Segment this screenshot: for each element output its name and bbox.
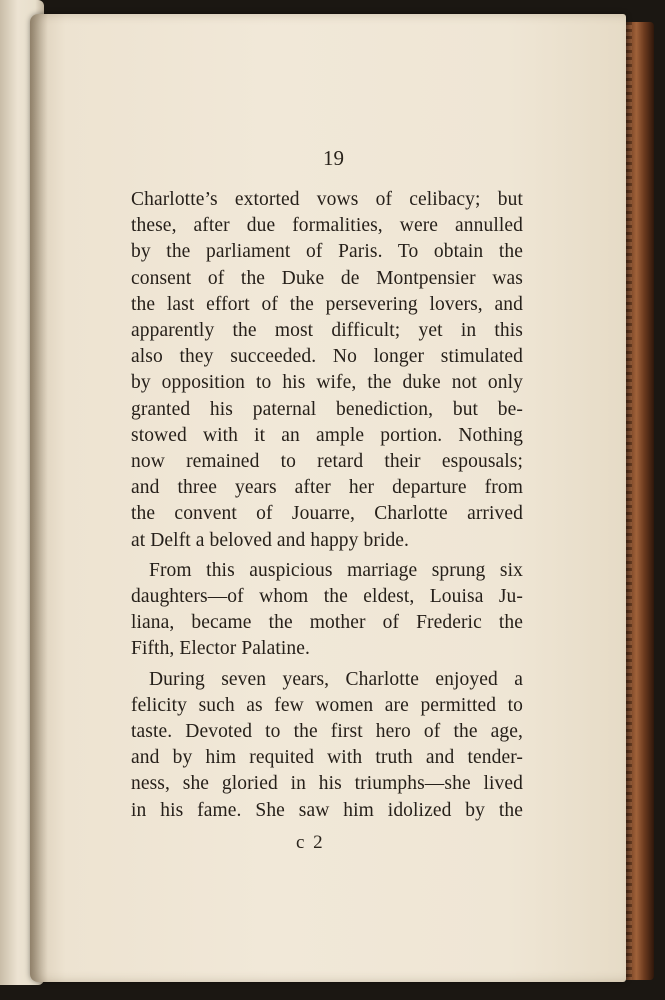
text-line: apparently the most difficult; yet in this <box>131 320 523 342</box>
text-line: daughters—of whom the eldest, Louisa Ju- <box>131 586 523 608</box>
text-line: the last effort of the persevering lovers, and <box>131 293 523 315</box>
signature-mark: c 2 <box>296 832 325 853</box>
text-line: these, after due formalities, were annulled <box>131 215 523 237</box>
text-line: felicity such as few women are permitted to <box>131 694 523 716</box>
text-line: by opposition to his wife, the duke not only <box>131 372 523 394</box>
text-line: the convent of Jouarre, Charlotte arrived <box>131 503 523 525</box>
page-number: 19 <box>323 146 344 170</box>
text-line: consent of the Duke de Montpensier was <box>131 267 523 289</box>
text-line: now remained to retard their espousals; <box>131 451 523 473</box>
text-line: Fifth, Elector Palatine. <box>131 638 310 660</box>
text-line: also they succeeded. No longer stimulated <box>131 346 523 368</box>
text-line: From this auspicious marriage sprung six <box>149 559 523 581</box>
body-text <box>131 187 523 824</box>
text-line: granted his paternal benediction, but be- <box>131 398 523 420</box>
text-line: liana, became the mother of Frederic the <box>131 612 523 634</box>
text-line: ness, she gloried in his triumphs—she lived <box>131 773 523 795</box>
text-line: by the parliament of Paris. To obtain the <box>131 241 523 263</box>
text-line: and by him requited with truth and tender- <box>131 747 523 769</box>
text-line: During seven years, Charlotte enjoyed a <box>149 668 523 690</box>
text-line: stowed with it an ample portion. Nothing <box>131 424 523 446</box>
text-line: Charlotte’s extorted vows of celibacy; but <box>131 189 523 210</box>
text-line: and three years after her departure from <box>131 477 523 499</box>
text-line: in his fame. She saw him idolized by the <box>131 799 523 821</box>
text-line: at Delft a beloved and happy bride. <box>131 529 410 551</box>
text-line: taste. Devoted to the first hero of the age, <box>131 721 523 743</box>
